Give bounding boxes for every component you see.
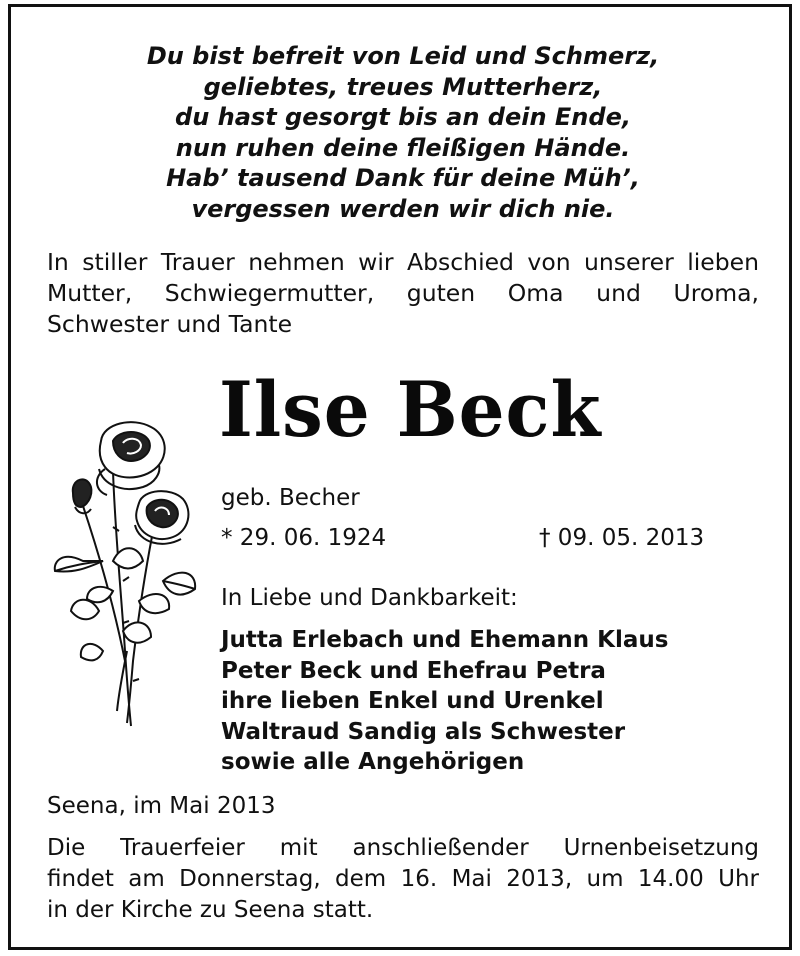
poem-line: nun ruhen deine fleißigen Hände. — [175, 133, 631, 162]
family-line: Peter Beck und Ehefrau Petra — [221, 657, 606, 684]
rose-icon — [43, 411, 203, 731]
intro-line: In stiller Trauer nehmen wir Abschied von unserer lieben — [47, 248, 759, 276]
poem-line: Du bist befreit von Leid und Schmerz, — [146, 42, 660, 70]
funeral-line: in der Kirche zu Seena statt. — [47, 897, 374, 923]
family-line: Jutta Erlebach und Ehemann Klaus — [221, 627, 669, 653]
poem — [11, 41, 795, 224]
poem-line: vergessen werden wir dich nie. — [191, 194, 615, 223]
obituary-frame — [8, 4, 792, 950]
family-line: sowie alle Angehörigen — [221, 749, 525, 775]
funeral-line: findet am Donnerstag, dem 16. Mai 2013, um 14.00 Uhr — [47, 866, 759, 892]
intro-line: Schwester und Tante — [47, 310, 293, 338]
birth-date: * 29. 06. 1924 — [221, 525, 387, 551]
deceased-name: Ilse Beck — [219, 365, 602, 454]
poem-line: Hab’ tausend Dank für deine Müh’, — [166, 164, 640, 192]
place-date: Seena, im Mai 2013 — [47, 793, 276, 819]
funeral-line: Die Trauerfeier mit anschließender Urnenbeisetzung — [47, 835, 759, 861]
poem-line: geliebtes, treues Mutterherz, — [203, 72, 603, 101]
birth-name: geb. Becher — [221, 485, 360, 511]
family-line: ihre lieben Enkel und Urenkel — [221, 688, 604, 714]
intro-line: Mutter, Schwiegermutter, guten Oma und Uroma, — [47, 279, 759, 307]
family-list — [221, 625, 668, 778]
funeral-info — [47, 833, 759, 926]
thanks-label: In Liebe und Dankbarkeit: — [221, 585, 518, 611]
death-date: † 09. 05. 2013 — [539, 525, 705, 551]
intro-text — [47, 247, 759, 340]
poem-line: du hast gesorgt bis an dein Ende, — [175, 103, 631, 131]
family-line: Waltraud Sandig als Schwester — [221, 718, 626, 745]
